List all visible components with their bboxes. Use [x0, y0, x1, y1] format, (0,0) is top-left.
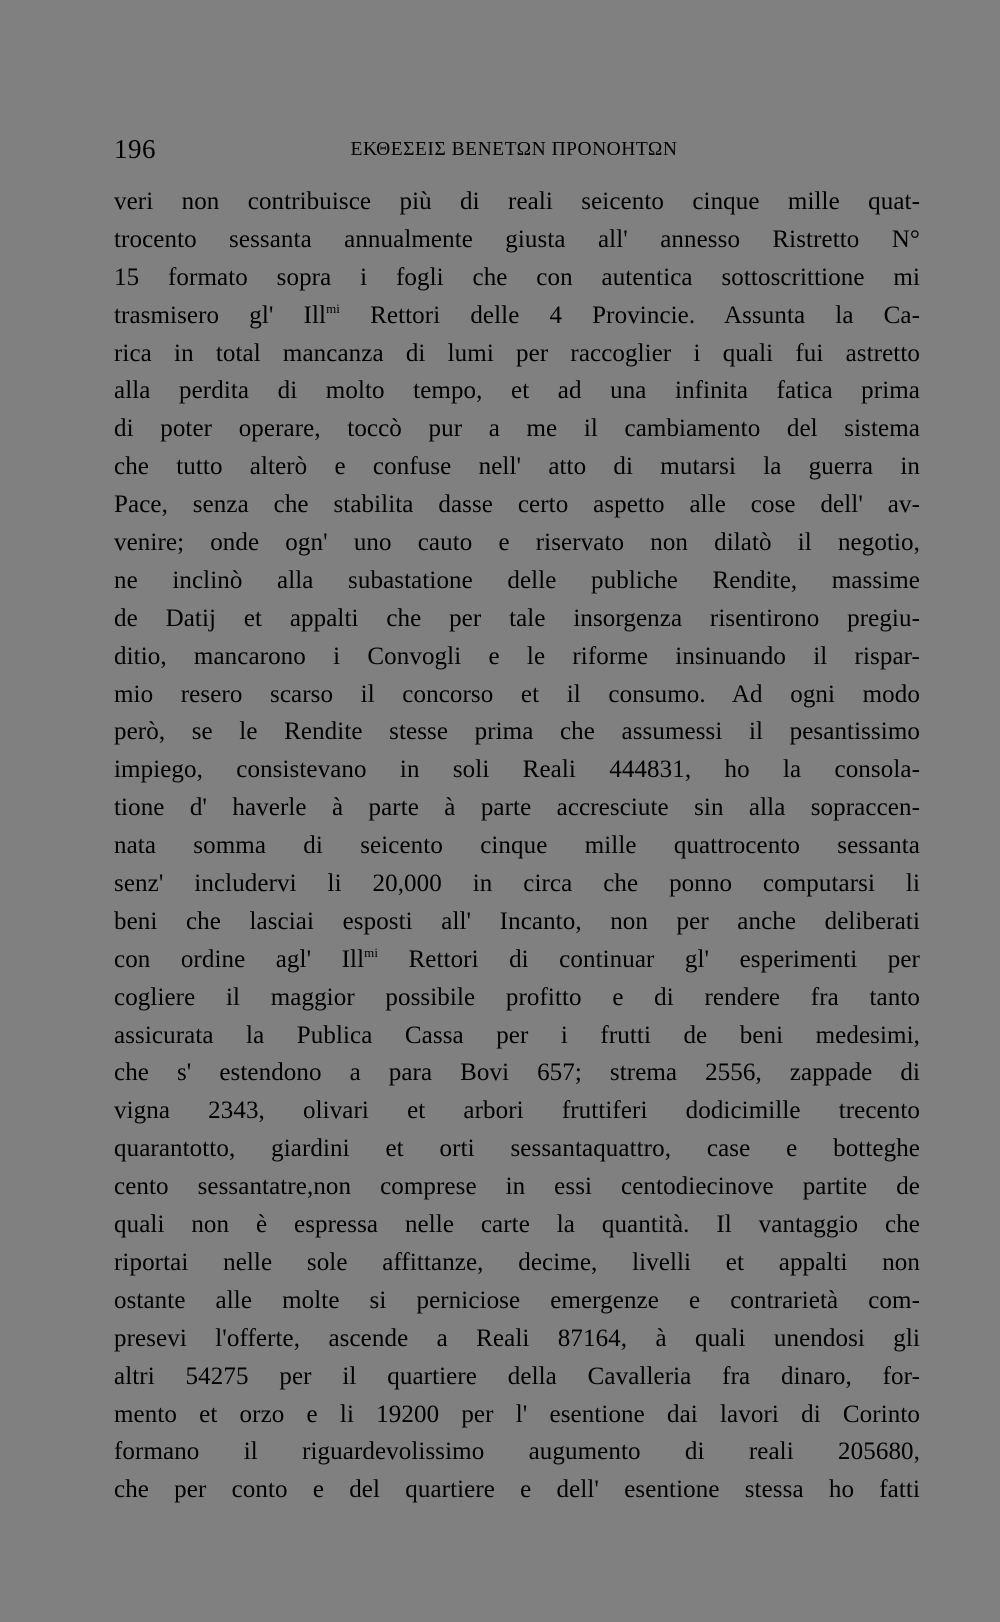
text-line: ditio, mancarono i Convogli e le riforme insinuando il rispar- [114, 642, 920, 670]
text-line: venire; onde ogn' uno cauto e riservato non dilatò il negotio, [114, 529, 920, 557]
text-line: però, se le Rendite stesse prima che assumessi il pesantissimo [114, 718, 920, 746]
text-line: vigna 2343, olivari et arbori fruttiferi dodicimille trecento [114, 1097, 920, 1125]
superscript-abbreviation: mi [364, 944, 379, 960]
text-line [114, 297, 920, 335]
text-line: senz' includervi li 20,000 in circa che ponno computarsi li [114, 870, 920, 898]
text-fragment: trasmisero gl' Ill [114, 301, 327, 329]
text-line [114, 941, 920, 979]
text-line: che tutto alterò e confuse nell' atto di mutarsi la guerra in [114, 453, 920, 481]
text-line: alla perdita di molto tempo, et ad una infinita fatica prima [114, 377, 920, 405]
text-line: mio resero scarso il concorso et il consumo. Ad ogni modo [114, 680, 920, 708]
text-line: presevi l'offerte, ascende a Reali 87164, à quali unendosi gli [114, 1324, 920, 1352]
text-line: quarantotto, giardini et orti sessantaquattro, case e botteghe [114, 1135, 920, 1163]
text-line: tione d' haverle à parte à parte accresciute sin alla sopraccen- [114, 794, 920, 822]
page-number: 196 [114, 134, 156, 164]
text-line: rica in total mancanza di lumi per raccoglier i quali fui astretto [114, 339, 920, 367]
text-line: che s' estendono a para Bovi 657; strema 2556, zappade di [114, 1059, 920, 1087]
text-line: ne inclinò alla subastatione delle publiche Rendite, massime [114, 566, 920, 594]
text-line: quali non è espressa nelle carte la quantità. Il vantaggio che [114, 1211, 920, 1239]
page-header [114, 132, 914, 166]
text-line: de Datij et appalti che per tale insorgenza risentirono pregiu- [114, 604, 920, 632]
text-line: cogliere il maggior possibile profitto e di rendere fra tanto [114, 983, 920, 1011]
text-line: cento sessantatre,non comprese in essi centodiecinove partite de [114, 1173, 920, 1201]
running-head: ΕΚΘΕΣΕΙΣ ΒΕΝΕΤΩΝ ΠΡΟΝΟΗΤΩΝ [350, 139, 678, 160]
text-line: assicurata la Publica Cassa per i frutti de beni medesimi, [114, 1021, 920, 1049]
text-line: Pace, senza che stabilita dasse certo aspetto alle cose dell' av- [114, 491, 920, 519]
text-line: trocento sessanta annualmente giusta all' annesso Ristretto N° [114, 225, 920, 253]
text-line: mento et orzo e li 19200 per l' esentione dai lavori di Corinto [114, 1400, 920, 1428]
text-fragment: Rettori di continuar gl' esperimenti per [378, 945, 920, 973]
text-line: 15 formato sopra i fogli che con autentica sottoscrittione mi [114, 263, 920, 291]
text-line: veri non contribuisce più di reali seicento cinque mille quat- [114, 188, 920, 215]
text-line: formano il riguardevolissimo augumento di reali 205680, [114, 1438, 920, 1466]
text-fragment: con ordine agl' Ill [114, 945, 365, 973]
text-line: di poter operare, toccò pur a me il cambiamento del sistema [114, 415, 920, 443]
text-line: nata somma di seicento cinque mille quattrocento sessanta [114, 832, 920, 860]
text-fragment: Rettori delle 4 Provincie. Assunta la Ca- [340, 301, 920, 329]
text-line: ostante alle molte si perniciose emergenze e contrarietà com- [114, 1286, 920, 1314]
text-line: riportai nelle sole affittanze, decime, livelli et appalti non [114, 1248, 920, 1276]
text-line: altri 54275 per il quartiere della Cavalleria fra dinaro, for- [114, 1362, 920, 1390]
body-text [114, 183, 920, 1509]
text-line: che per conto e del quartiere e dell' esentione stessa ho fatti [114, 1476, 920, 1504]
text-line: impiego, consistevano in soli Reali 444831, ho la consola- [114, 756, 920, 784]
superscript-abbreviation: mi [326, 300, 341, 316]
text-line: beni che lasciai esposti all' Incanto, non per anche deliberati [114, 907, 920, 935]
